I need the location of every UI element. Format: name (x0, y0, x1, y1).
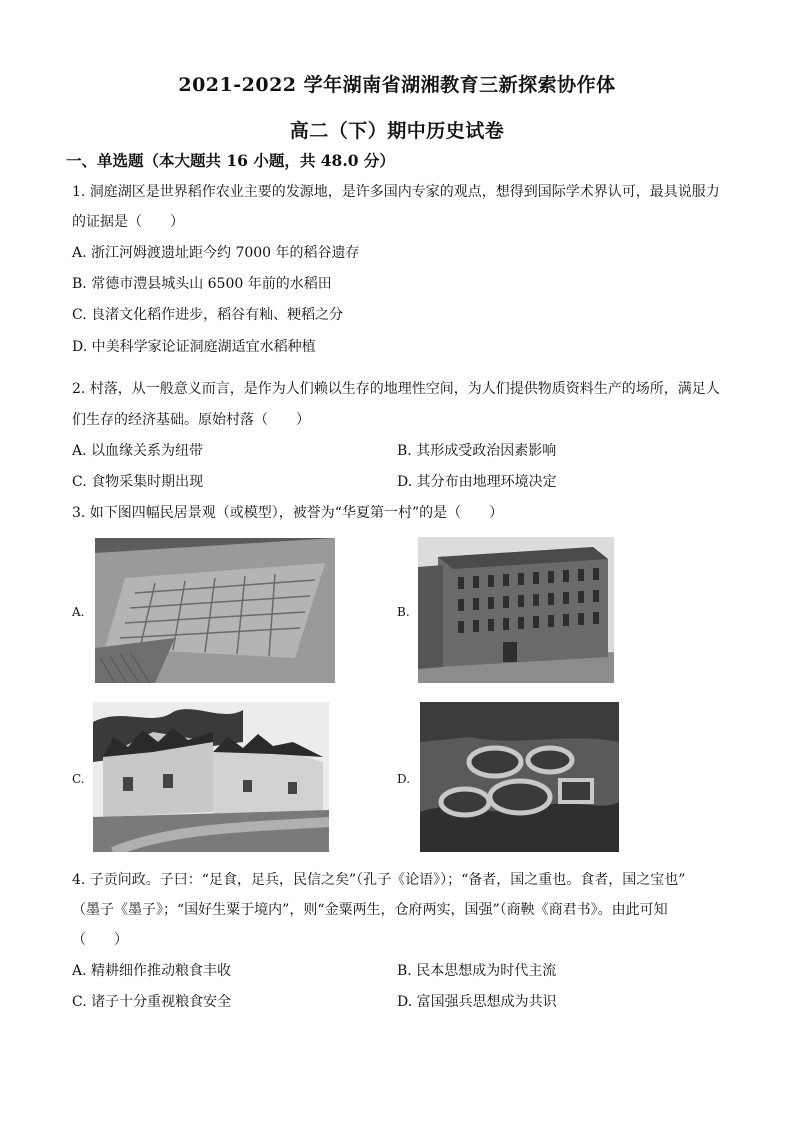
q1-option-c: C. 良渚文化稻作进步，稻谷有籼、粳稻之分 (72, 307, 344, 323)
q3-label-c: C. (72, 772, 85, 786)
q2-option-a: A. 以血缘关系为纽带 (72, 443, 204, 459)
q4-option-c: C. 诸子十分重视粮食安全 (72, 994, 232, 1010)
q1-option-b: B. 常德市澧县城头山 6500 年前的水稻田 (72, 276, 332, 292)
q3-label-b: B. (397, 605, 410, 619)
q1-option-a: A. 浙江河姆渡遗址距今约 7000 年的稻谷遗存 (72, 245, 360, 261)
q1-stem-line2: 的证据是（ ） (72, 214, 184, 230)
q2-stem-line2: 们生存的经济基础。原始村落（ ） (72, 412, 310, 428)
q4-stem-line1: 4. 子贡问政。子曰：“足食，足兵，民信之矣”（孔子《论语》）；“备者，国之重也。食者，国之宝也” (72, 872, 686, 888)
q2-option-c: C. 食物采集时期出现 (72, 474, 204, 490)
huizhou-village-photo (93, 702, 329, 852)
exam-title-line2: 高二（下）期中历史试卷 (289, 120, 505, 142)
q1-option-d: D. 中美科学家论证洞庭湖适宜水稻种植 (72, 339, 316, 355)
tulou-earth-buildings-photo (420, 702, 619, 852)
exam-title-line1: 2021-2022 学年湖南省湖湘教育三新探索协作体 (178, 74, 616, 96)
q3-label-a: A. (72, 605, 85, 619)
q4-option-a: A. 精耕细作推动粮食丰收 (72, 963, 232, 979)
ruins-aerial-photo (95, 538, 335, 683)
q3-label-d: D. (397, 772, 411, 786)
section-heading: 一、单选题（本大题共 16 小题，共 48.0 分） (66, 151, 395, 170)
q2-option-d: D. 其分布由地理环境决定 (397, 474, 557, 490)
multistory-building-photo (418, 537, 614, 683)
q2-stem-line1: 2. 村落，从一般意义而言，是作为人们赖以生存的地理性空间，为人们提供物质资料生产的场所，满足人 (72, 381, 720, 397)
q2-option-b: B. 其形成受政治因素影响 (397, 443, 557, 459)
q1-stem-line1: 1. 洞庭湖区是世界稻作农业主要的发源地，是许多国内专家的观点，想得到国际学术界认可，最具说服力 (72, 184, 720, 200)
q4-stem-line2: （墨子《墨子》；“国好生粟于境内”，则“金粟两生，仓府两实，国强”（商鞅《商君书》。由此可知 (72, 902, 668, 918)
q3-stem: 3. 如下图四幅民居景观（或模型），被誉为“华夏第一村”的是（ ） (72, 505, 504, 521)
q4-stem-line3: （ ） (72, 932, 128, 948)
q4-option-b: B. 民本思想成为时代主流 (397, 963, 557, 979)
q4-option-d: D. 富国强兵思想成为共识 (397, 994, 557, 1010)
